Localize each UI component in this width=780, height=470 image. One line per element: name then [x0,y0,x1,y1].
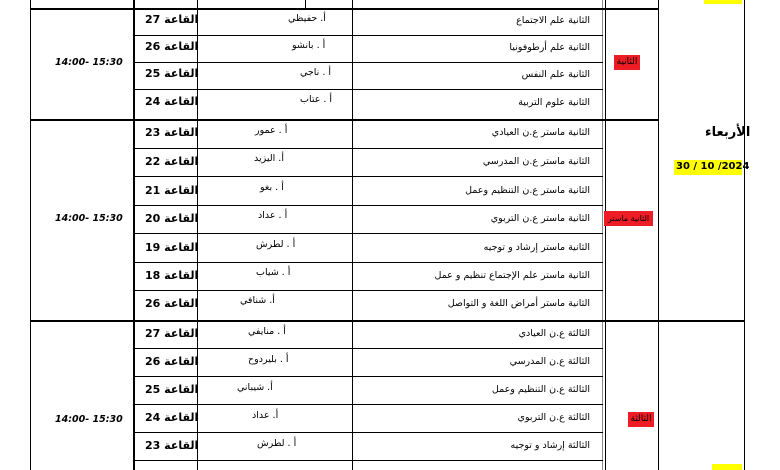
teacher-cell: أ . عتاب [300,94,333,105]
hline-r13 [133,376,603,377]
hline-r12 [133,348,603,349]
section-cell: الثالثة ع.ن التنظيم وعمل [491,384,590,395]
border-section-left [602,0,603,470]
border-time [133,0,135,470]
teacher-cell: أ. حفيظي [288,13,326,24]
section-cell: الثالثة ع.ن التربوي [517,412,590,423]
bottom-yellow-mark [712,464,742,470]
section-cell: الثالثة إرشاد و توجيه [510,440,590,451]
room-cell: القاعة 26 [145,40,199,53]
time-slot: 14:00- 15:30 [55,213,123,224]
border-level [658,0,659,470]
hline-r14 [133,404,603,405]
section-cell: الثانية ماستر أمراض اللغة و التواصل [447,298,590,309]
room-cell: القاعة 26 [145,355,199,368]
room-cell: القاعة 25 [145,383,199,396]
day-name: الأربعاء [705,125,751,140]
room-cell: القاعة 24 [145,95,199,108]
hline-r3 [133,89,603,90]
room-cell: القاعة 20 [145,212,199,225]
room-cell: القاعة 27 [145,327,199,340]
room-cell: القاعة 24 [145,411,199,424]
section-cell: الثانية ماستر علم الإجتماع تنظيم و عمل [434,270,590,281]
hline-r1 [133,35,603,36]
hline-r9 [133,262,603,263]
hline-r7 [133,205,603,206]
teacher-cell: أ . لطرش [256,239,296,250]
level-badge: الثانية [614,55,640,70]
hline-r15 [133,432,603,433]
teacher-cell: أ . شياب [256,267,291,278]
teacher-cell: أ . لطرش [257,438,297,449]
exam-date: 30 / 10 /2024 [676,161,750,172]
section-cell: الثانية علوم التربية [518,97,590,108]
hline-r10 [133,290,603,291]
section-cell: الثانية ماستر ع.ن المدرسي [482,156,590,167]
room-cell: القاعة 23 [145,126,199,139]
hline-r5 [133,148,603,149]
room-cell: القاعة 22 [145,155,199,168]
room-cell: القاعة 21 [145,184,199,197]
hline-r2 [133,62,603,63]
border-teacher [352,0,353,470]
hline-r6 [133,176,603,177]
border-right [744,0,745,470]
section-cell: الثانية ماستر ع.ن التربوي [490,213,590,224]
room-cell: القاعة 18 [145,269,199,282]
room-cell: القاعة 23 [145,439,199,452]
border-section-right [605,0,606,470]
section-cell: الثالثة ع.ن العيادي [518,328,590,339]
section-cell: الثانية علم النفس [521,69,590,80]
teacher-cell: أ . بانشو [292,40,326,51]
section-cell: الثانية ماستر ع.ن العيادي [491,127,590,138]
hline-r16 [133,460,603,461]
teacher-cell: أ. عداد [252,410,279,421]
hline-block2-top [30,119,658,121]
hline-block1-top [30,8,658,10]
room-cell: القاعة 27 [145,13,199,26]
teacher-cell: أ. شنافي [240,295,275,306]
room-cell: القاعة 19 [145,241,199,254]
section-cell: الثانية علم الاجتماع [516,15,590,26]
top-yellow-mark [704,0,742,4]
teacher-cell: أ . بغو [260,182,284,193]
hline-r8 [133,233,603,234]
teacher-cell: أ . بليردوح [248,354,289,365]
teacher-cell: أ . عمور [255,125,288,136]
time-slot: 14:00- 15:30 [55,57,123,68]
border-left [30,0,31,470]
level-badge: الثانية ماستر [604,211,653,226]
level-badge: الثالثة [628,412,654,427]
time-slot: 14:00- 15:30 [55,414,123,425]
teacher-cell: أ. اليزيد [254,153,284,164]
teacher-cell: أ . منايفي [248,326,286,337]
section-cell: الثانية ماستر إرشاد و توجيه [483,242,590,253]
hline-block3-top [30,320,744,322]
room-cell: القاعة 26 [145,297,199,310]
top-tick [305,0,306,8]
section-cell: الثانية علم أرطوفونيا [509,42,590,53]
section-cell: الثانية ماستر ع.ن التنظيم وعمل [465,185,590,196]
teacher-cell: أ. شيباني [237,382,273,393]
teacher-cell: أ . عداد [258,210,288,221]
room-cell: القاعة 25 [145,67,199,80]
section-cell: الثالثة ع.ن المدرسي [509,356,590,367]
teacher-cell: أ . ناجي [300,67,332,78]
